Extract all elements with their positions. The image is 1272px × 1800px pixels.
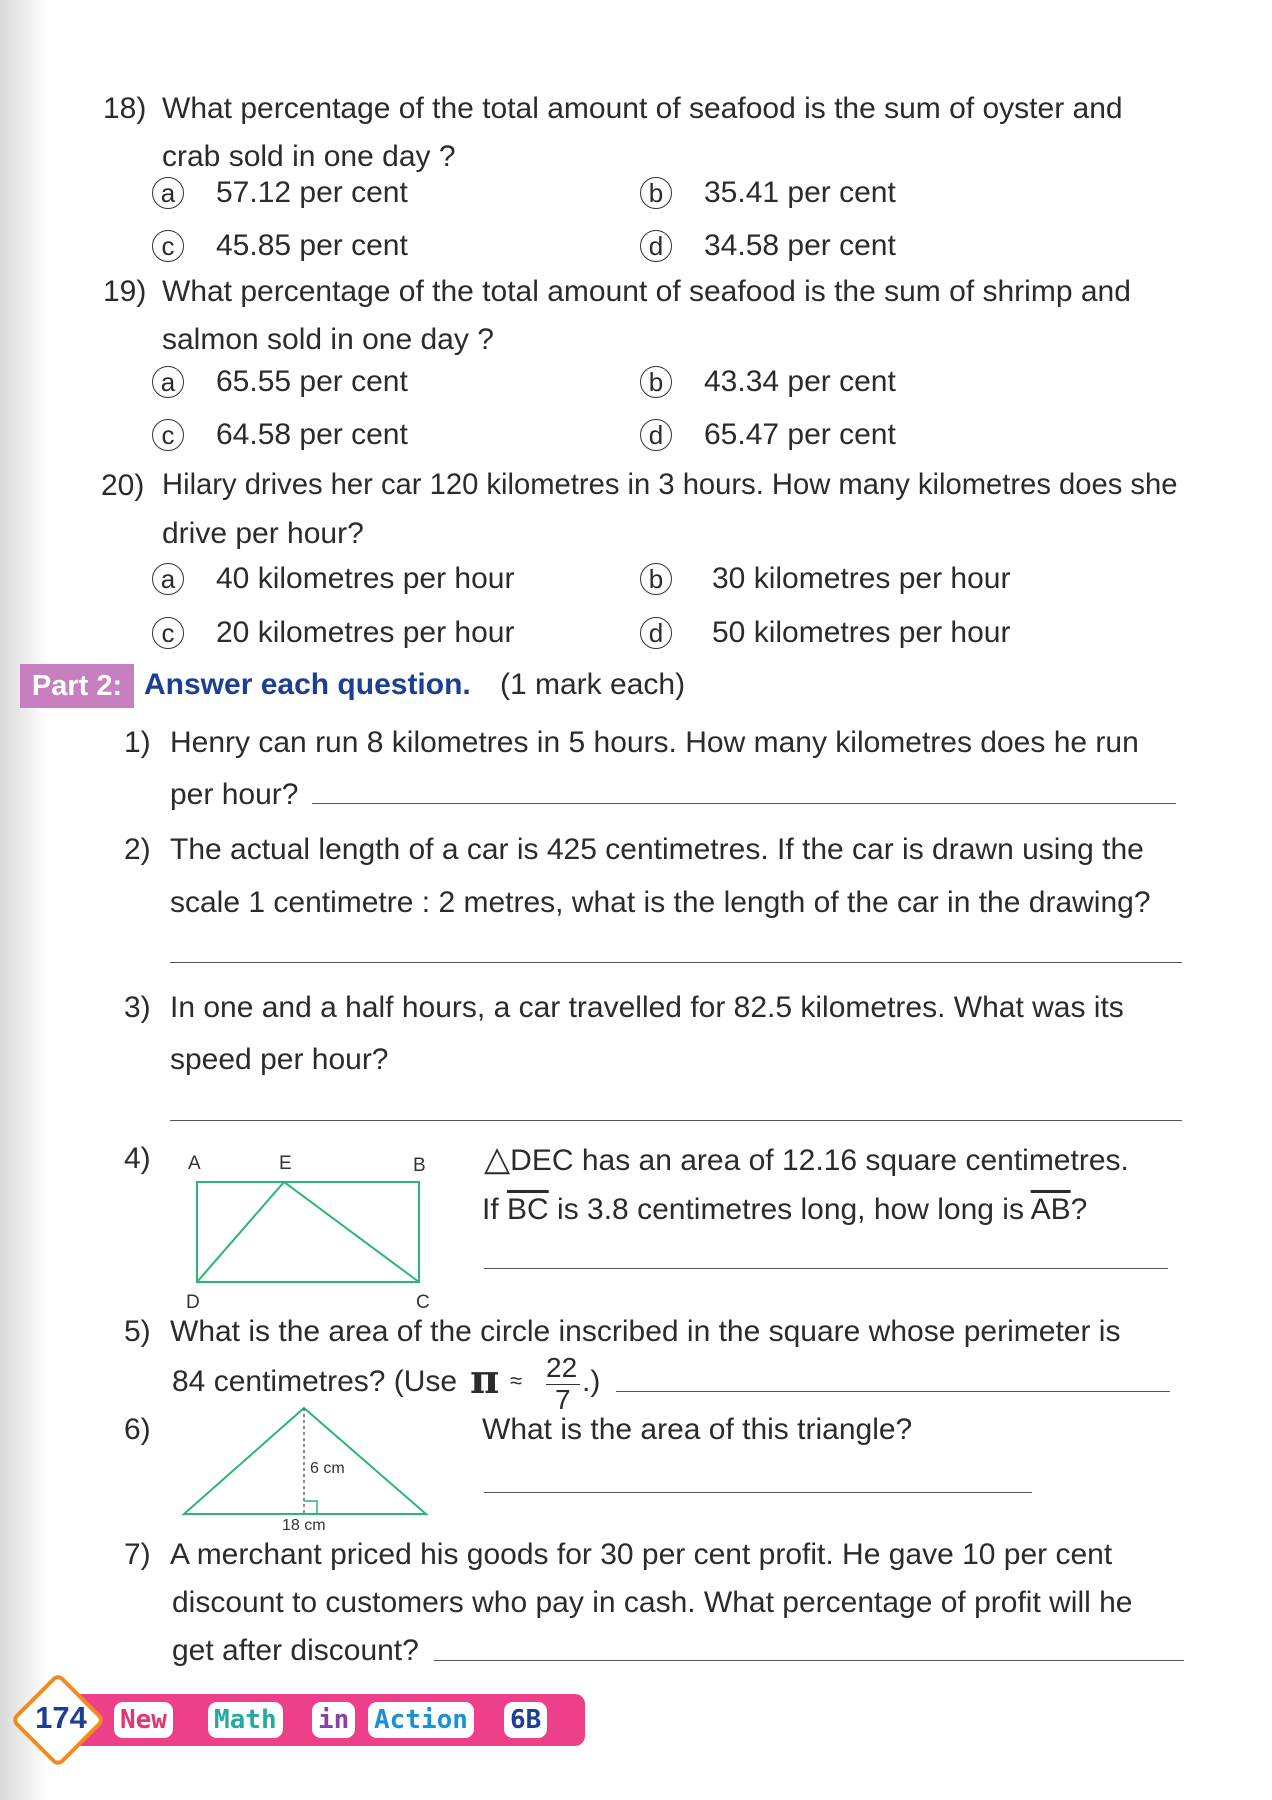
option-text: 64.58 per cent: [216, 418, 408, 451]
part2-question-7-line3: get after discount?: [172, 1634, 419, 1667]
part2-question-5-line1: What is the area of the circle inscribed in the square whose perimeter is: [170, 1315, 1121, 1348]
option-letter-d: d: [640, 617, 672, 649]
part2-question-5-line2: 84 centimetres? (Use: [172, 1365, 458, 1398]
question-19-option-d[interactable]: [640, 418, 896, 452]
base-label: 18 cm: [282, 1517, 326, 1532]
answer-line-2[interactable]: [170, 962, 1182, 963]
option-letter-b: b: [640, 366, 672, 398]
option-text: 30 kilometres per hour: [712, 562, 1011, 595]
option-letter-a: a: [152, 563, 184, 595]
option-letter-c: c: [152, 419, 184, 451]
option-text: 40 kilometres per hour: [216, 562, 515, 595]
height-label: 6 cm: [310, 1460, 345, 1477]
vertex-label-b: B: [413, 1155, 426, 1176]
option-letter-c: c: [152, 230, 184, 262]
footer-title-word-3: in: [312, 1702, 355, 1738]
part2-question-3-line2: speed per hour?: [170, 1043, 389, 1076]
right-angle-mark: [304, 1501, 317, 1514]
triangle-dec: [197, 1182, 419, 1282]
question-19-option-c[interactable]: [152, 418, 408, 452]
footer-title-word-1: New: [114, 1702, 173, 1738]
question-19-text-line2: salmon sold in one day ?: [162, 323, 494, 356]
part2-question-1-line2: per hour?: [170, 778, 299, 811]
part2-question-7-line2: discount to customers who pay in cash. What percentage of profit will he: [172, 1586, 1133, 1619]
option-text: 20 kilometres per hour: [216, 616, 515, 649]
answer-line-5[interactable]: [616, 1391, 1170, 1392]
part2-question-3-number: 3): [124, 991, 151, 1024]
segment-ab: $\overline{AB}$: [1030, 1193, 1071, 1226]
fraction-denominator: 7: [555, 1384, 571, 1415]
rectangle-abcd: [197, 1182, 419, 1282]
rectangle-triangle-figure: [170, 1145, 440, 1315]
question-4-text-d: ?: [1070, 1193, 1088, 1226]
question-20-text-line1: Hilary drives her car 120 kilometres in 3 hours. How many kilometres does she: [162, 469, 1178, 501]
closing-paren: .): [582, 1365, 601, 1398]
option-text: 65.47 per cent: [704, 418, 896, 451]
question-19-option-b[interactable]: [640, 365, 896, 399]
part2-question-2-line1: The actual length of a car is 425 centimetres. If the car is drawn using the: [170, 833, 1144, 866]
part2-question-1-line1: Henry can run 8 kilometres in 5 hours. How many kilometres does he run: [170, 726, 1139, 759]
fraction-numerator: 22: [546, 1352, 578, 1383]
page-number: 174: [35, 1700, 87, 1735]
part2-question-3-line1: In one and a half hours, a car travelled for 82.5 kilometres. What was its: [170, 991, 1124, 1024]
question-20-option-b[interactable]: [640, 562, 1010, 596]
question-18-option-b[interactable]: [640, 176, 896, 210]
part-2-title: Answer each question.: [144, 668, 471, 701]
question-20-option-a[interactable]: [152, 562, 514, 596]
question-18-option-d[interactable]: [640, 229, 896, 263]
option-letter-d: d: [640, 230, 672, 262]
vertex-label-e: E: [279, 1153, 292, 1174]
question-19-text-line1: What percentage of the total amount of seafood is the sum of shrimp and: [162, 275, 1131, 308]
option-letter-b: b: [640, 177, 672, 209]
option-letter-c: c: [152, 617, 184, 649]
answer-line-1[interactable]: [312, 803, 1176, 804]
part2-question-4-line1: [484, 1139, 1129, 1179]
question-4-text-a: DEC has an area of 12.16 square centimetres.: [510, 1144, 1129, 1177]
footer-title-word-5: 6B: [504, 1702, 547, 1738]
approx-symbol: ≈: [510, 1368, 523, 1393]
part2-question-5-number: 5): [124, 1315, 151, 1348]
answer-line-4[interactable]: [484, 1268, 1168, 1269]
vertex-label-c: C: [416, 1292, 430, 1313]
part2-question-6-text: What is the area of this triangle?: [482, 1413, 913, 1446]
question-4-text-b: If: [482, 1193, 508, 1226]
triangle-shape: [184, 1408, 426, 1514]
segment-bc: $\overline{BC}$: [507, 1193, 549, 1226]
option-letter-a: a: [152, 366, 184, 398]
question-20-option-d[interactable]: [640, 616, 1010, 650]
question-20-text-line2: drive per hour?: [162, 517, 364, 550]
option-text: 35.41 per cent: [704, 176, 896, 209]
triangle-symbol: △: [484, 1140, 511, 1178]
question-20-option-c[interactable]: [152, 616, 514, 650]
pi-symbol: π: [470, 1356, 500, 1403]
part2-question-2-line2: scale 1 centimetre : 2 metres, what is the length of the car in the drawing?: [170, 886, 1151, 919]
footer-title-word-4: Action: [368, 1702, 474, 1738]
triangle-figure: [170, 1400, 440, 1532]
question-18-text-line2: crab sold in one day ?: [162, 140, 456, 173]
part2-question-7-number: 7): [124, 1538, 151, 1571]
part-2-note: (1 mark each): [500, 668, 686, 701]
option-text: 57.12 per cent: [216, 176, 408, 209]
option-text: 45.85 per cent: [216, 229, 408, 262]
question-18-option-a[interactable]: [152, 176, 408, 210]
option-text: 34.58 per cent: [704, 229, 896, 262]
question-19-option-a[interactable]: [152, 365, 408, 399]
question-18-option-c[interactable]: [152, 229, 408, 263]
part-2-tag: Part 2:: [20, 664, 134, 708]
option-letter-d: d: [640, 419, 672, 451]
footer-title-word-2: Math: [208, 1702, 283, 1738]
question-4-text-c: is 3.8 centimetres long, how long is: [548, 1193, 1031, 1226]
option-letter-b: b: [640, 563, 672, 595]
option-text: 43.34 per cent: [704, 365, 896, 398]
option-letter-a: a: [152, 177, 184, 209]
option-text: 65.55 per cent: [216, 365, 408, 398]
vertex-label-a: A: [188, 1153, 201, 1174]
answer-line-3[interactable]: [170, 1120, 1182, 1121]
part2-question-2-number: 2): [124, 833, 151, 866]
part2-question-6-number: 6): [124, 1413, 151, 1446]
option-text: 50 kilometres per hour: [712, 616, 1011, 649]
part2-question-7-line1: A merchant priced his goods for 30 per cent profit. He gave 10 per cent: [170, 1538, 1113, 1571]
part2-question-4-number: 4): [124, 1142, 151, 1175]
question-18-number: 18): [103, 92, 147, 125]
part2-question-1-number: 1): [124, 726, 151, 759]
question-20-number: 20): [101, 469, 145, 502]
part2-question-4-line2: [482, 1193, 1087, 1227]
answer-line-6[interactable]: [484, 1492, 1032, 1493]
question-19-number: 19): [103, 275, 147, 308]
vertex-label-d: D: [186, 1292, 200, 1313]
question-18-text-line1: What percentage of the total amount of seafood is the sum of oyster and: [162, 92, 1123, 125]
answer-line-7[interactable]: [434, 1660, 1184, 1661]
